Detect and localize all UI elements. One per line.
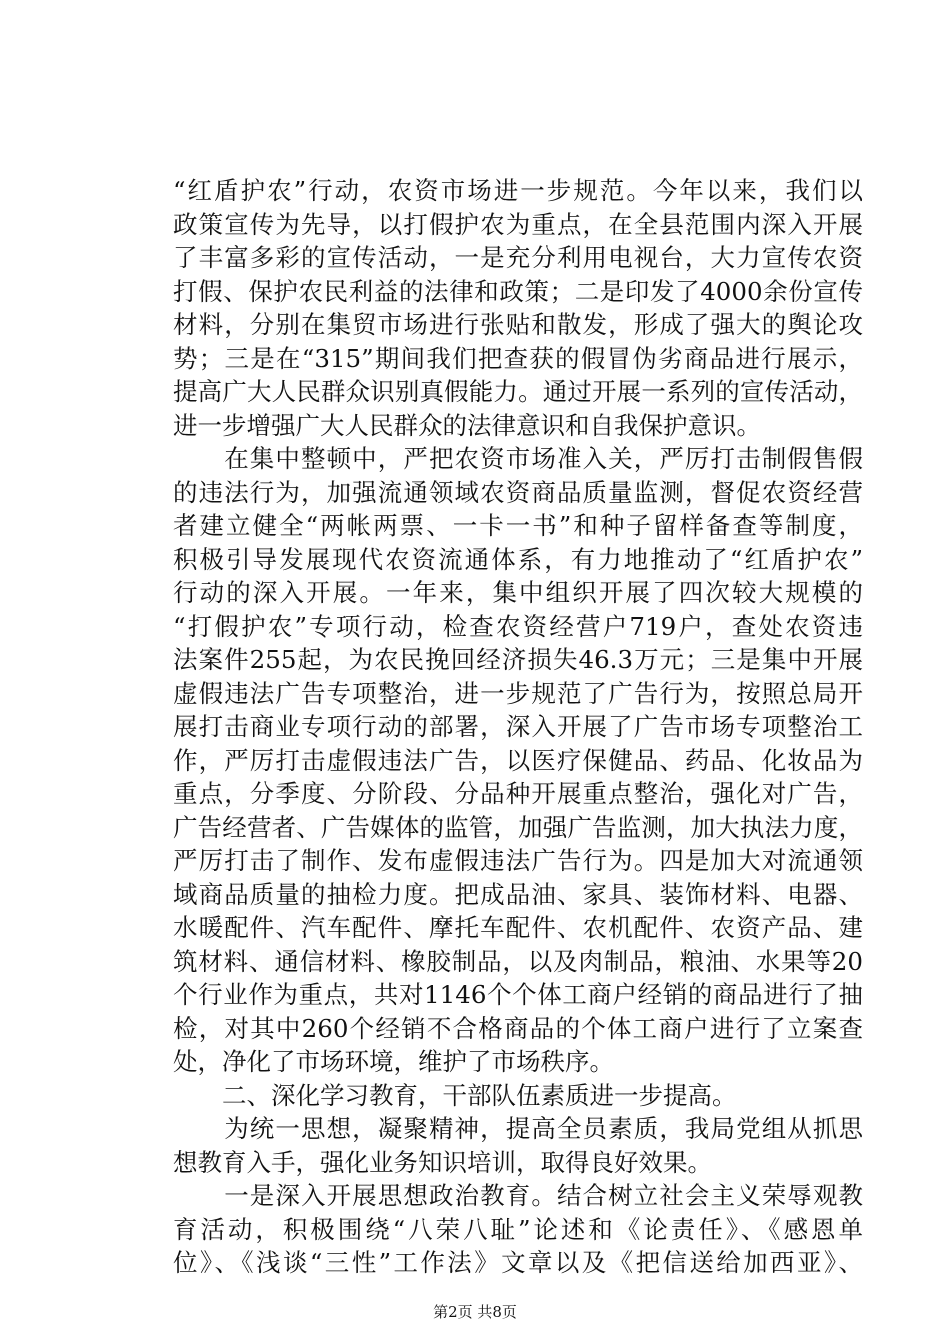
text-line: 虚假违法广告专项整治，进一步规范了广告行为，按照总局开	[173, 678, 863, 708]
text-line: 作，严厉打击虚假违法广告，以医疗保健品、药品、化妆品为	[173, 745, 863, 775]
text-line: 了丰富多彩的宣传活动，一是充分利用电视台，大力宣传农资	[173, 243, 863, 272]
text-line: 打假、保护农民利益的法律和政策；二是印发了4000余份宣传	[173, 276, 863, 306]
text-line: 位》、《浅谈“三性”工作法》文章以及《把信送给加西亚》、	[173, 1248, 863, 1277]
text-line: 广告经营者、广告媒体的监管，加强广告监测，加大执法力度，	[173, 812, 863, 842]
page-footer: 第2页 共8页	[433, 1303, 517, 1321]
text-line: 育活动，积极围绕“八荣八耻”论述和《论责任》、《感恩单	[173, 1214, 863, 1244]
text-line: 展打击商业专项行动的部署，深入开展了广告市场专项整治工	[173, 712, 863, 741]
text-line: 势；三是在“315”期间我们把查获的假冒伪劣商品进行展示，	[173, 343, 863, 373]
text-line: 行动的深入开展。一年来，集中组织开展了四次较大规模的	[173, 578, 863, 607]
text-line: 提高广大人民群众识别真假能力。通过开展一系列的宣传活动，	[173, 377, 863, 406]
text-line: “打假护农”专项行动，检查农资经营户719户，查处农资违	[173, 611, 863, 641]
text-line: “红盾护农”行动，农资市场进一步规范。今年以来，我们以	[173, 176, 863, 205]
text-line: 政策宣传为先导，以打假护农为重点，在全县范围内深入开展	[173, 209, 863, 239]
text-line: 域商品质量的抽检力度。把成品油、家具、装饰材料、电器、	[173, 879, 863, 909]
text-line: 为统一思想，凝聚精神，提高全员素质，我局党组从抓思	[173, 1114, 863, 1143]
text-line: 二、深化学习教育，干部队伍素质进一步提高。	[173, 1080, 737, 1110]
text-line: 在集中整顿中，严把农资市场准入关，严厉打击制假售假	[173, 444, 863, 473]
text-line: 重点，分季度、分阶段、分品种开展重点整治，强化对广告，	[173, 779, 863, 808]
text-line: 积极引导发展现代农资流通体系，有力地推动了“红盾护农”	[173, 544, 863, 574]
text-line: 的违法行为，加强流通领域农资商品质量监测，督促农资经营	[173, 477, 863, 507]
text-line: 严厉打击了制作、发布虚假违法广告行为。四是加大对流通领	[173, 846, 863, 875]
text-line: 进一步增强广大人民群众的法律意识和自我保护意识。	[173, 410, 761, 440]
text-line: 想教育入手，强化业务知识培训，取得良好效果。	[173, 1147, 712, 1177]
text-line: 材料，分别在集贸市场进行张贴和散发，形成了强大的舆论攻	[173, 310, 863, 339]
document-body	[173, 174, 863, 1280]
text-line: 一是深入开展思想政治教育。结合树立社会主义荣辱观教	[173, 1181, 863, 1210]
text-line: 处，净化了市场环境，维护了市场秩序。	[173, 1047, 614, 1076]
text-line: 者建立健全“两帐两票、一卡一书”和种子留样备查等制度，	[173, 511, 863, 540]
text-line: 个行业作为重点，共对1146个个体工商户经销的商品进行了抽	[173, 980, 863, 1009]
text-line: 水暖配件、汽车配件、摩托车配件、农机配件、农资产品、建	[173, 913, 863, 942]
text-line: 法案件255起，为农民挽回经济损失46.3万元；三是集中开展	[173, 645, 863, 674]
text-line: 筑材料、通信材料、橡胶制品，以及肉制品，粮油、水果等20	[173, 946, 863, 976]
text-line: 检，对其中260个经销不合格商品的个体工商户进行了立案查	[173, 1013, 863, 1043]
